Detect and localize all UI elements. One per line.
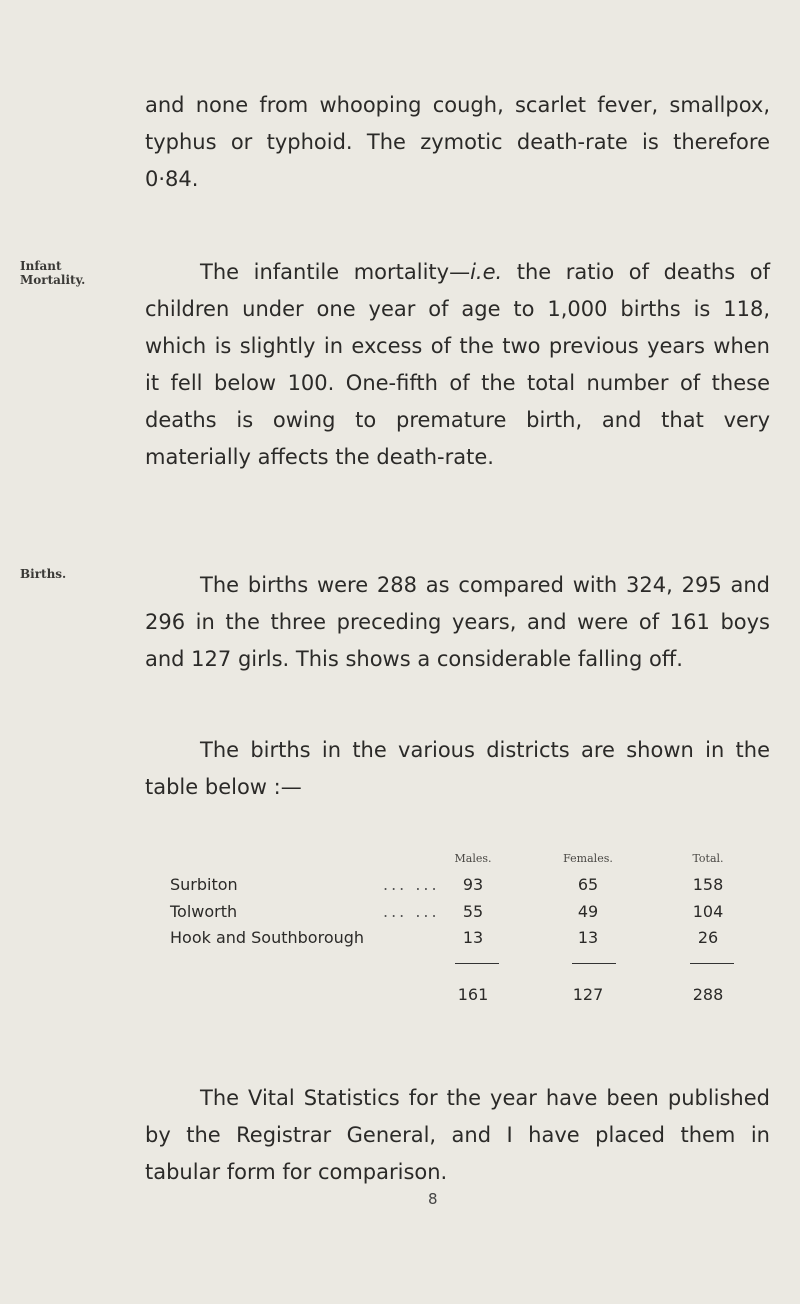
table-row	[170, 926, 760, 950]
row-males: 55	[462, 902, 484, 921]
total-total: 288	[692, 985, 724, 1004]
paragraph-infant-text-b: the ratio of deaths of children under one year of age to 1,000 births is 118, which is slightly in excess of the two previous years when it fell below 100. One-fifth of the total number of these deaths is owing to premature birth, and that very materially affects the death-rate.	[145, 260, 770, 469]
table-row	[170, 900, 760, 924]
row-males: 13	[462, 928, 484, 947]
row-name: Tolworth	[170, 902, 238, 921]
header-males: Males.	[454, 852, 492, 865]
row-total: 158	[692, 875, 724, 894]
paragraph-births-text: The births were 288 as compared with 324, 295 and 296 in the three preceding years, and were of 161 boys and 127 girls. This shows a considerable falling off.	[145, 573, 770, 671]
table-totals-row	[170, 983, 760, 1007]
total-males: 161	[457, 985, 489, 1004]
margin-note-births	[20, 567, 66, 581]
paragraph-zymotic-text: and none from whooping cough, scarlet fever, smallpox, typhus or typhoid. The zymotic death-rate is therefore 0·84.	[145, 93, 770, 191]
paragraph-infant-text-a: The infantile mortality—	[200, 260, 471, 284]
table-header	[170, 847, 760, 871]
margin-note-infant-line2: Mortality.	[20, 273, 86, 287]
total-females: 127	[572, 985, 604, 1004]
paragraph-districts	[145, 732, 770, 806]
paragraph-districts-text: The births in the various districts are shown in the table below :—	[145, 738, 770, 799]
row-females: 49	[577, 902, 599, 921]
row-total: 26	[697, 928, 719, 947]
margin-note-births-label: Births.	[20, 567, 67, 581]
row-males: 93	[462, 875, 484, 894]
row-females: 65	[577, 875, 599, 894]
header-females: Females.	[563, 852, 613, 865]
paragraph-zymotic	[145, 87, 770, 198]
row-females: 13	[577, 928, 599, 947]
row-total: 104	[692, 902, 724, 921]
row-leader-dots: ... ...	[383, 875, 440, 894]
table-row	[170, 873, 760, 897]
header-total: Total.	[692, 852, 724, 865]
paragraph-vital-text: The Vital Statistics for the year have been published by the Registrar General, and I have placed them in tabular form for comparison.	[145, 1086, 770, 1184]
row-name: Surbiton	[170, 875, 238, 894]
paragraph-infant-ie: i.e.	[470, 260, 503, 284]
margin-note-infant-mortality	[20, 259, 85, 287]
page-number: 8	[428, 1190, 438, 1208]
row-leader-dots: ... ...	[383, 902, 440, 921]
row-name: Hook and Southborough	[170, 928, 365, 947]
margin-note-infant-line1: Infant	[20, 259, 62, 273]
paragraph-infant-mortality	[145, 254, 770, 476]
paragraph-vital-statistics	[145, 1080, 770, 1191]
total-rule-females	[572, 963, 616, 964]
total-rule-males	[455, 963, 499, 964]
paragraph-births	[145, 567, 770, 678]
total-rule-total	[690, 963, 734, 964]
